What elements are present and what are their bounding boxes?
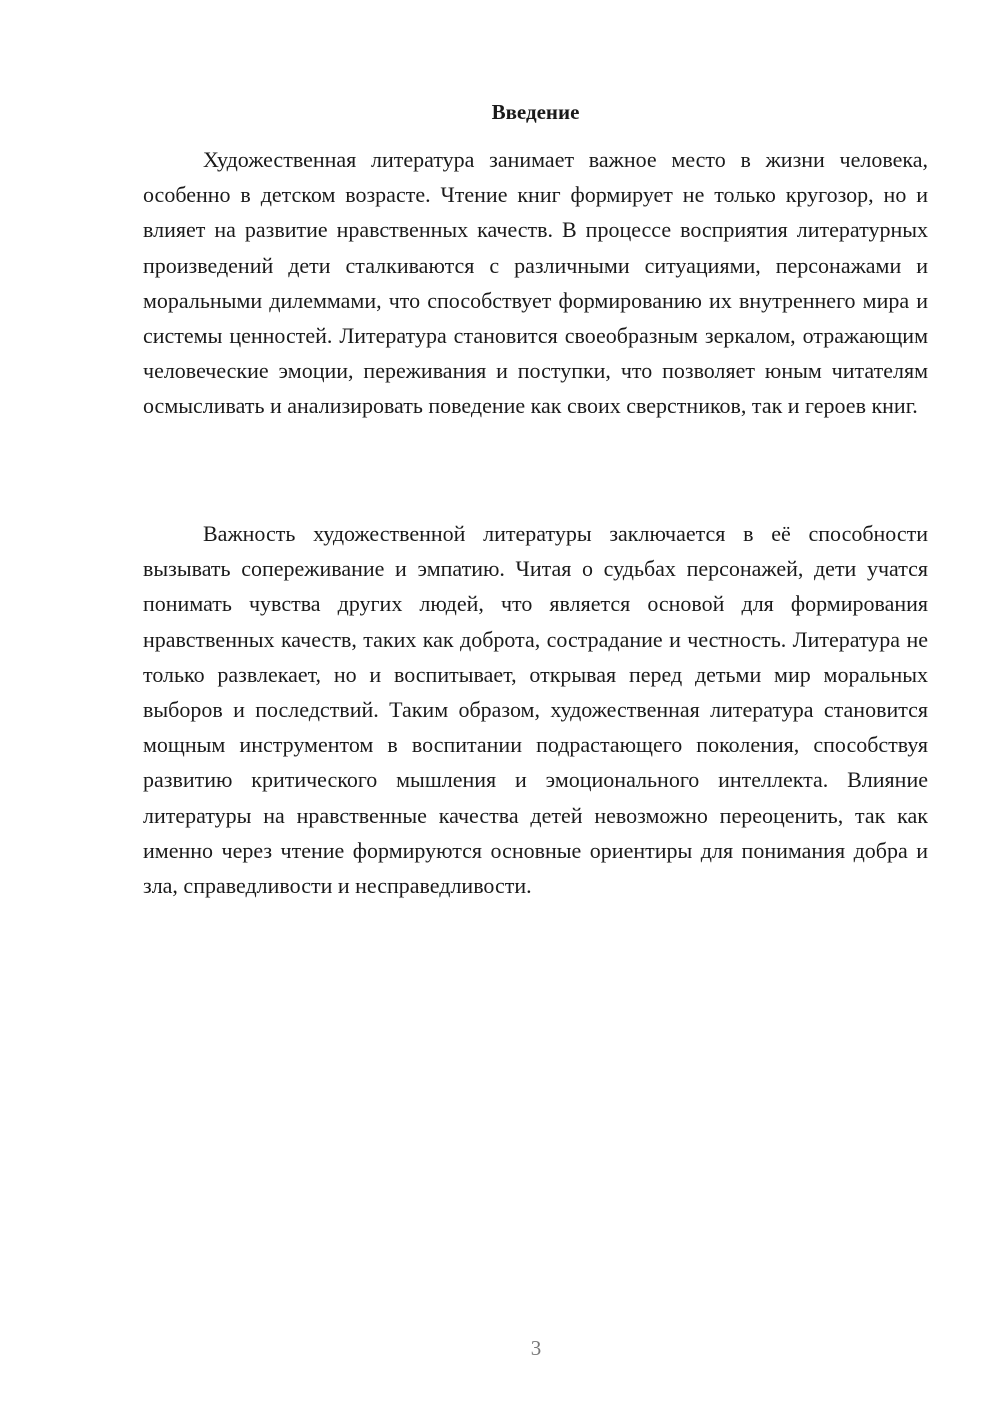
section-heading: Введение — [491, 100, 580, 124]
page-number: 3 — [530, 1336, 542, 1360]
body-paragraph-2: Важность художественной литературы заключается в её способности вызывать сопереживание и эмпатию. Читая о судьбах персонажей, дети учатся понимать чувства других людей, что является основой для формирования нравственных качеств, таких как доброта, сострадание и честность. Литература не только развлекает, но и воспитывает, открывая перед детьми мир моральных выборов и последствий. Таким образом, художественная литература становится мощным инструментом в воспитании подрастающего поколения, способствуя развитию критического мышления и эмоционального интеллекта. Влияние литературы на нравственные качества детей невозможно переоценить, так как именно через чтение формируются основные ориентиры для понимания добра и зла, справедливости и несправедливости. — [143, 521, 928, 899]
body-paragraph-1: Художественная литература занимает важное место в жизни человека, особенно в детском возрасте. Чтение книг формирует не только кругозор, но и влияет на развитие нравственных качеств. В процессе восприятия литературных произведений дети сталкиваются с различными ситуациями, персонажами и моральными дилеммами, что способствует формированию их внутреннего мира и системы ценностей. Литература становится своеобразным зеркалом, отражающим человеческие эмоции, переживания и поступки, что позволяет юным читателям осмысливать и анализировать поведение как своих сверстников, так и героев книг. — [143, 147, 928, 419]
